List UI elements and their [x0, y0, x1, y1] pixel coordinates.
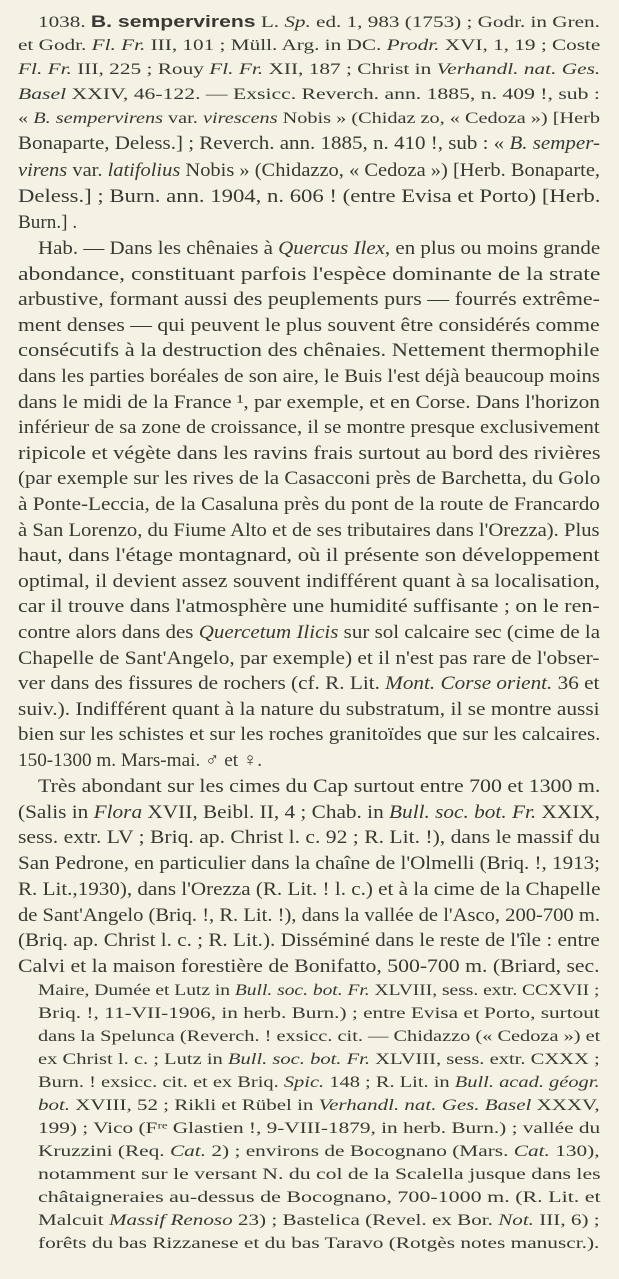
italic-text: bot. — [38, 1096, 71, 1114]
italic-text: Not. — [498, 1211, 534, 1229]
text-run: 130), — [549, 1142, 600, 1160]
italic-text: Bull. acad. géogr. — [454, 1073, 600, 1091]
italic-text: Quercetum Ilicis — [198, 622, 339, 643]
text-run: Maire, Dumée et Lutz in — [38, 981, 235, 999]
text-run: XVI, 1, 19 ; Coste — [439, 36, 601, 54]
text-run: (Briq. ap. Christ l. c. ; R. Lit.). Disséminé dans le reste de l'île : entre — [18, 930, 600, 952]
text-run: de Sant'Angelo (Briq. !, R. Lit. !), dans la vallée de l'Asco, 200-700 m. — [18, 904, 600, 926]
text-line — [18, 213, 77, 232]
italic-text: Bull. soc. bot. Fr. — [227, 1050, 370, 1068]
text-run: Malcuit — [38, 1211, 109, 1229]
text-run: consécutifs à la destruction des chênaies. Nettement thermophile — [18, 340, 600, 362]
italic-text: Sp. — [284, 13, 311, 31]
italic-text: Verhandl. nat. Ges. — [436, 60, 601, 78]
text-run: suiv.). Indifférent quant à la nature du substratum, il se montre aussi — [18, 698, 600, 720]
text-run: optimal, il devient assez souvent indifférent quant à sa localisation, — [18, 570, 600, 592]
text-line — [38, 239, 600, 258]
text-run: à Ponte-Leccia, de la Casaluna près du pont de la route de Francardo — [18, 494, 600, 515]
text-line — [38, 1120, 600, 1136]
text-line — [18, 37, 600, 53]
text-run: 23) ; Bastelica (Revel. ex Bor. — [232, 1211, 499, 1229]
text-line — [38, 1028, 600, 1044]
text-line — [18, 649, 599, 668]
species-name: B. sempervirens — [90, 13, 256, 31]
italic-text: Fl. Fr. — [209, 60, 264, 78]
italic-text: Fl. Fr. — [91, 36, 146, 54]
text-run: III, 6) ; — [533, 1211, 600, 1229]
text-line — [18, 572, 600, 591]
text-line — [18, 751, 262, 770]
text-run: ed. 1, 983 (1753) ; Godr. in Gren. — [310, 13, 600, 31]
text-run: var. — [162, 109, 203, 127]
italic-text: Massif Renoso — [108, 1211, 233, 1229]
text-run: arbustive, formant aussi des peuplements purs — fourrés extrême- — [18, 289, 600, 311]
italic-text: virens — [18, 160, 68, 181]
italic-text: B. semper- — [509, 133, 600, 154]
text-run: Calvi et la maison forestière de Bonifatto, 500-700 m. (Briard, sec. — [18, 955, 600, 977]
text-run: XXIV, 46-122. — Exsicc. Reverch. ann. 1885, n. 409 !, sub : — [66, 85, 600, 103]
text-line — [38, 14, 600, 30]
text-run: ripicole et végète dans les ravins frais surtout au bord des rivières — [18, 442, 601, 464]
text-line — [38, 1235, 599, 1251]
text-line — [18, 367, 600, 386]
text-run: XXIX, — [536, 801, 600, 823]
text-run: abondance, constituant parfois l'espèce dominante de la strate — [18, 263, 601, 285]
text-run: 199) ; Vico (Fʳᵉ Glastien !, 9-VIII-1879, in herb. Burn.) ; vallée du — [38, 1119, 601, 1137]
italic-text: Verhandl. nat. Ges. Basel — [318, 1096, 532, 1114]
italic-text: B. sempervirens — [33, 109, 163, 127]
text-run: XXXV, — [531, 1096, 600, 1114]
text-run: ment denses — qui peuvent le plus souvent être considérés comme — [18, 314, 600, 336]
text-line — [38, 1166, 601, 1182]
text-line — [38, 1143, 600, 1159]
italic-text: virescens — [202, 109, 278, 127]
text-run: XII, 187 ; Christ in — [263, 60, 437, 78]
text-run: Kruzzini (Req. — [38, 1142, 170, 1160]
text-line — [18, 597, 600, 616]
text-line — [18, 110, 600, 126]
text-run: Hab. — Dans les chênaies à — [38, 238, 279, 259]
text-run: 2) ; environs de Bocognano (Mars. — [206, 1142, 514, 1160]
text-line — [38, 1212, 600, 1228]
text-line — [18, 187, 600, 206]
text-line — [18, 674, 599, 693]
text-run: dans la Spelunca (Reverch. ! exsicc. cit. — Chidazzo (« Cedoza ») et — [38, 1027, 601, 1045]
text-run: inférieur de sa zone de croissance, il se montre presque exclusivement — [18, 417, 600, 439]
text-line — [18, 418, 600, 437]
text-run: Nobis » (Chidaz zo, « Cedoza ») [Herb — [277, 109, 600, 127]
text-run: et Godr. — [18, 36, 92, 54]
text-line — [18, 803, 600, 822]
text-line — [18, 880, 600, 899]
text-line — [38, 1051, 600, 1067]
text-run: dans le midi de la France ¹, par exemple, et en Corse. Dans l'horizon — [18, 391, 600, 413]
text-line — [18, 906, 600, 925]
text-run: III, 225 ; Rouy — [71, 60, 210, 78]
text-run: 36 et — [552, 673, 600, 695]
text-run: Très abondant sur les cimes du Cap surtout entre 700 et 1300 m. — [38, 776, 601, 797]
text-run: à San Lorenzo, du Fiume Alto et de ses tributaires dans l'Orezza). Plus — [18, 519, 600, 541]
text-run: notamment sur le versant N. du col de la Scalella jusque dans les — [38, 1165, 601, 1183]
text-run: XVII, Beibl. II, 4 ; Chab. in — [142, 801, 390, 823]
text-line — [18, 623, 600, 642]
text-line — [18, 469, 600, 488]
text-line — [18, 61, 600, 77]
text-run: 1038. — [38, 13, 91, 31]
text-run: 148 ; R. Lit. in — [324, 1073, 455, 1091]
text-run: Burn.] . — [18, 212, 78, 233]
text-run: , en plus ou moins grande — [384, 238, 601, 259]
italic-text: latifolius — [107, 160, 181, 181]
text-run: ex Christ l. c. ; Lutz in — [38, 1050, 228, 1068]
text-run: contre alors dans des — [18, 622, 199, 643]
text-run: var. — [67, 160, 108, 181]
text-line — [18, 134, 600, 153]
text-line — [38, 1189, 601, 1205]
text-line — [18, 495, 600, 514]
text-run: Nobis » (Chidazzo, « Cedoza ») [Herb. Bonaparte, — [180, 160, 601, 181]
text-run: « — [18, 109, 34, 127]
italic-text: Fl. Fr. — [18, 60, 72, 78]
italic-text: Basel — [18, 85, 67, 103]
text-line — [18, 521, 600, 540]
text-line — [18, 316, 600, 335]
text-line — [18, 265, 600, 284]
text-line — [18, 546, 600, 565]
text-line — [38, 982, 599, 998]
text-run: (Salis in — [18, 801, 94, 823]
italic-text: Cat. — [513, 1142, 550, 1160]
text-run: XVIII, 52 ; Rikli et Rübel in — [70, 1096, 319, 1114]
text-run: forêts du bas Rizzanese et du bas Taravo (Rotgès notes manuscr.). — [38, 1234, 600, 1252]
italic-text: Flora — [93, 801, 143, 823]
text-run: XLVIII, sess. extr. CCXVII ; — [369, 981, 600, 999]
italic-text: Spic. — [283, 1073, 325, 1091]
text-line — [18, 290, 600, 309]
text-run: San Pedrone, en particulier dans la chaîne de l'Olmelli (Briq. !, 1913; — [18, 853, 600, 875]
text-line — [18, 444, 601, 463]
text-line — [18, 700, 600, 719]
italic-text: Cat. — [169, 1142, 207, 1160]
text-line — [38, 777, 600, 796]
text-run: ver dans des fissures de rochers (cf. R. Lit. — [18, 673, 386, 695]
text-line — [18, 86, 600, 102]
text-run: Burn. ! exsicc. cit. et ex Briq. — [38, 1073, 284, 1091]
text-line — [38, 1005, 600, 1021]
text-run: (par exemple sur les rives de la Casacconi près de Barchetta, du Golo — [18, 468, 601, 490]
italic-text: Prodr. — [386, 36, 440, 54]
text-run: L. — [255, 13, 285, 31]
text-run: car il trouve dans l'atmosphère une humidité suffisante ; on le ren- — [18, 596, 600, 618]
text-line — [18, 854, 600, 873]
italic-text: Mont. Corse orient. — [385, 673, 553, 695]
text-run: Chapelle de Sant'Angelo, par exemple) et il n'est pas rare de l'obser- — [18, 647, 600, 669]
text-run: Deless.] ; Burn. ann. 1904, n. 606 ! (entre Evisa et Porto) [Herb. — [18, 186, 601, 207]
text-line — [18, 393, 600, 412]
text-line — [18, 828, 600, 847]
text-run: III, 101 ; Müll. Arg. in DC. — [145, 36, 387, 54]
text-run: châtaigneraies au-dessus de Bocognano, 700-1000 m. (R. Lit. et — [38, 1188, 601, 1206]
italic-text: Bull. soc. bot. Fr. — [389, 801, 537, 823]
text-line — [18, 931, 600, 950]
text-run: haut, dans l'étage montagnard, où il présente son développement — [18, 545, 600, 567]
text-line — [18, 957, 600, 976]
text-line — [38, 1074, 600, 1090]
text-run: bien sur les schistes et sur les roches granitoïdes que sur les calcaires. — [18, 724, 601, 746]
text-line — [18, 161, 600, 180]
text-run: sess. extr. LV ; Briq. ap. Christ l. c. 92 ; R. Lit. !), dans le massif du — [18, 827, 600, 849]
text-run: R. Lit.,1930), dans l'Orezza (R. Lit. ! l. c.) et à la cime de la Chapelle — [18, 878, 601, 900]
text-run: dans les parties boréales de son aire, le Buis l'est déjà beaucoup moins — [18, 366, 600, 387]
text-run: sur sol calcaire sec (cime de la — [338, 622, 601, 643]
text-run: XLVIII, sess. extr. CXXX ; — [369, 1050, 600, 1068]
text-line — [18, 725, 600, 744]
italic-text: Bull. soc. bot. Fr. — [234, 981, 370, 999]
text-line — [18, 341, 600, 360]
text-run: Bonaparte, Deless.] ; Reverch. ann. 1885, n. 410 !, sub : « — [18, 133, 510, 154]
text-run: 150-1300 m. Mars-mai. ♂ et ♀. — [18, 750, 263, 771]
text-line — [38, 1097, 600, 1113]
text-run: Briq. !, 11-VII-1906, in herb. Burn.) ; entre Evisa et Porto, surtout — [38, 1004, 600, 1022]
italic-text: Quercus Ilex — [278, 238, 385, 259]
